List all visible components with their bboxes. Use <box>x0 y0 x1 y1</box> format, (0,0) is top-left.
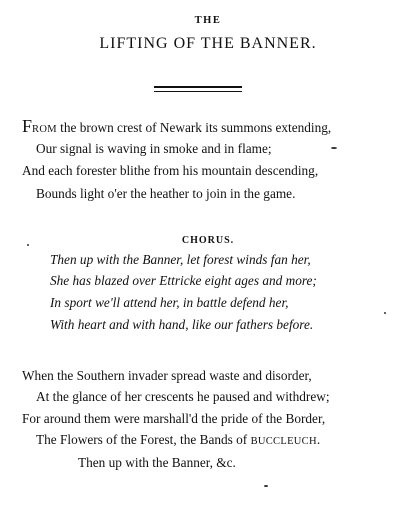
stanza2-refrain: Then up with the Banner, &c. <box>78 455 236 470</box>
chorus-line3: In sport we'll attend her, in battle defend her, <box>50 295 289 310</box>
stanza1-line1-text: the brown crest of Newark its summons extending, <box>56 120 332 135</box>
title-prefix: THE <box>194 15 222 26</box>
stanza2-line3: For around them were marshall'd the pride of the Border, <box>22 411 326 426</box>
ink-speck <box>264 485 268 487</box>
stanza2-line4-end: . <box>316 432 321 447</box>
stanza2-line1: When the Southern invader spread waste and disorder, <box>22 368 312 383</box>
title-rule-thick <box>154 86 242 88</box>
ink-speck <box>384 312 386 314</box>
chorus-heading: CHORUS. <box>181 235 235 246</box>
stanza2-line4 <box>36 432 320 450</box>
small-caps-name: BUCCLEUCH <box>250 436 317 447</box>
title-rule-thin <box>154 91 242 92</box>
stanza1-line3: And each forester blithe from his mountain descending, <box>22 163 319 178</box>
poem-title: LIFTING OF THE BANNER. <box>99 35 317 52</box>
stanza2-line2: At the glance of her crescents he paused and withdrew; <box>36 389 330 404</box>
ink-speck <box>27 244 29 246</box>
chorus-line2: She has blazed over Ettricke eight ages and more; <box>50 273 317 288</box>
drop-initial: F <box>22 116 33 136</box>
stanza2-line4-text: The Flowers of the Forest, the Bands of <box>36 432 251 447</box>
stanza1-line1 <box>22 118 331 138</box>
chorus-line1: Then up with the Banner, let forest winds fan her, <box>50 252 311 267</box>
ink-speck <box>331 147 337 149</box>
stanza1-line4: Bounds light o'er the heather to join in the game. <box>36 186 296 201</box>
small-caps-word: ROM <box>32 124 57 135</box>
stanza1-line2: Our signal is waving in smoke and in flame; <box>36 141 272 156</box>
chorus-line4: With heart and with hand, like our fathers before. <box>50 317 314 332</box>
